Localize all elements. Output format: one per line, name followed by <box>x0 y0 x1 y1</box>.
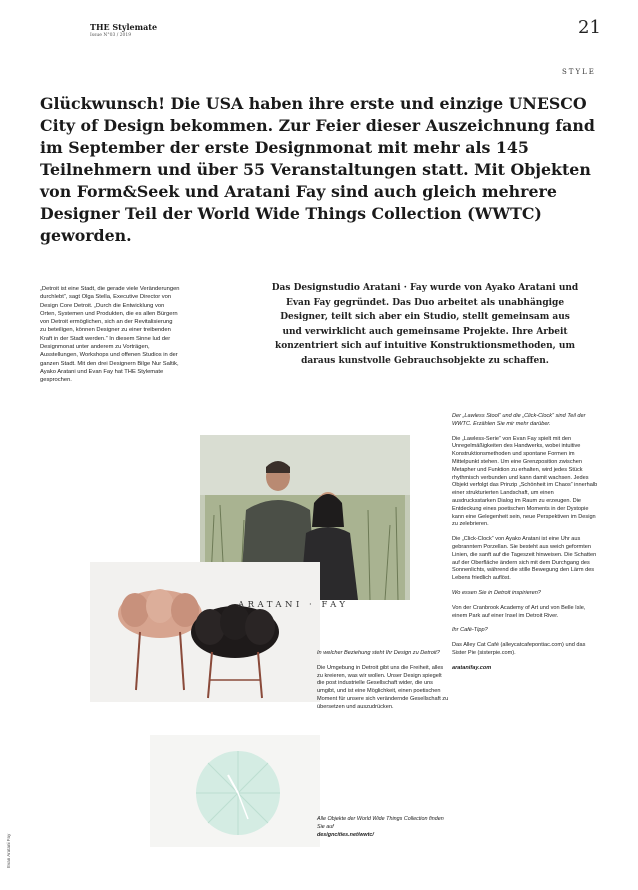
answer-2: Von der Cranbrook Academy of Art und von Belle Isle, einem Park auf einer Insel im Detroit River. <box>452 604 586 619</box>
answer-1: Die „Lawless-Serie“ von Evan Fay spielt mit den Unregelmäßigkeiten des Handwerks, wobei intuitive Konstruktionsmethoden und spontane Formen im Mittelpunkt stehen. Um eine Grenzposition zwischen Metapher und Funktion zu erhalten, wird jedes Stück rhythmisch verbunden und kann damit wachsen. Jedes Objekt verfolgt das Prinzip „Schönheit im Chaos“ innerhalb einer strukturierten Landschaft, um einen ausdrucksstarken Dialog im Raum zu erzeugen. Die Entdeckung eines poetischen Moments in der Dystopie kann eine Gelegenheit sein, neue Perspektiven im Design zu zelebrieren. <box>452 435 598 528</box>
magazine-title: THE Stylemate <box>90 22 158 32</box>
section-label: STYLE <box>562 68 596 76</box>
quote-paragraph: „Detroit ist eine Stadt, die gerade viele Veränderungen durchlebt“, sagt Olga Stella, Executive Director von Design Core Detroit. „Durch die Entwicklung von Orten, Systemen und Produkten, die es allen Bürgern von Detroit ermöglichen, sich an der Revitalisierung zu beteiligen, können Designer zu einer treibenden Kraft in der Stadt werden.“ In diesem Sinne lud der Designmonat unter anderem zu Vorträgen, Ausstellungen, Workshops und offenen Studios in der ganzen Stadt. Mit den drei Designern Bilge Nur Saltik, Ayako Aratani und Evan Fay hat THE Stylemate gesprochen. <box>40 286 180 384</box>
interview-column-right <box>452 413 598 680</box>
interview-column-middle <box>317 650 449 719</box>
page-number: 21 <box>578 17 601 38</box>
answer-1b: Die „Click-Clock“ von Ayako Aratani ist eine Uhr aus gebranntem Porzellan. Sie besteht aus weich geformten Linien, die sanft auf die Tageszeit hinweisen. Die Schatten auf der Oberfläche ändern sich mit dem Durchgang des Sonnenlichts, während die stille Bewegung den Lärm des Lebens friedlich auflöst. <box>452 536 597 582</box>
click-clock-photo <box>150 735 320 847</box>
collection-caption <box>317 815 447 839</box>
clock-illustration <box>150 735 320 847</box>
photo-credit: Evan Aratani Fay <box>6 833 11 868</box>
caption-text: Alle Objekte der World Wide Things Collection finden Sie auf <box>317 816 444 830</box>
mid-answer: Die Umgebung in Detroit gibt uns die Freiheit, alles zu kreieren, was wir wollen. Unser Design spiegelt die post industrielle Gesellschaft wider, die uns umgibt, und ist eine Möglichkeit, einen poetischen Moment für unsere sich verändernde Gesellschaft zu übersetzen und auszudrücken. <box>317 664 449 710</box>
brand-label: ARATANI · FAY <box>238 600 349 610</box>
question-2: Wo essen Sie in Detroit inspirieren? <box>452 589 541 596</box>
mid-question: In welcher Beziehung steht Ihr Design zu Detroit? <box>317 650 440 656</box>
question-3: Ihr Café-Tipp? <box>452 627 488 634</box>
question-1: Der „Lawless Stool“ und die „Click-Clock“ sind Teil der WWTC. Erzählen Sie mir mehr darüber. <box>452 413 586 427</box>
stool-illustration <box>90 562 320 702</box>
intro-paragraph: Das Designstudio Aratani · Fay wurde von Ayako Aratani und Evan Fay gegründet. Das Duo arbeitet als unabhängige Designer, teilt sich aber ein Studio, stellt gemeinsam aus und verwirklicht auch gemeinsame Projekte. Ihre Arbeit konzentriert sich auf intuitive Konstruktionsmethoden, um daraus kunstvolle Gebrauchsobjekte zu schaffen. <box>271 283 579 366</box>
answer-3: Das Alley Cat Café (alleycatcafepontiac.com) und das Sister Pie (sisterpie.com). <box>452 642 586 656</box>
headline: Glückwunsch! Die USA haben ihre erste und einzige UNESCO City of Design bekommen. Zur Feier dieser Auszeichnung fand im September der erste Designmonat mit mehr als 145 Teilnehmern und über 55 Veranstaltungen statt. Mit Objekten von Form&Seek und Aratani Fay sind auch gleich mehrere Designer Teil der World Wide Things Collection (WWTC) geworden. <box>40 94 595 245</box>
issue-label: Issue N°03 / 2019 <box>90 33 132 38</box>
lawless-stool-photo <box>90 562 320 702</box>
caption-link[interactable]: designcities.net/wwtc/ <box>317 832 374 838</box>
website-link[interactable]: aratanifay.com <box>452 664 492 671</box>
